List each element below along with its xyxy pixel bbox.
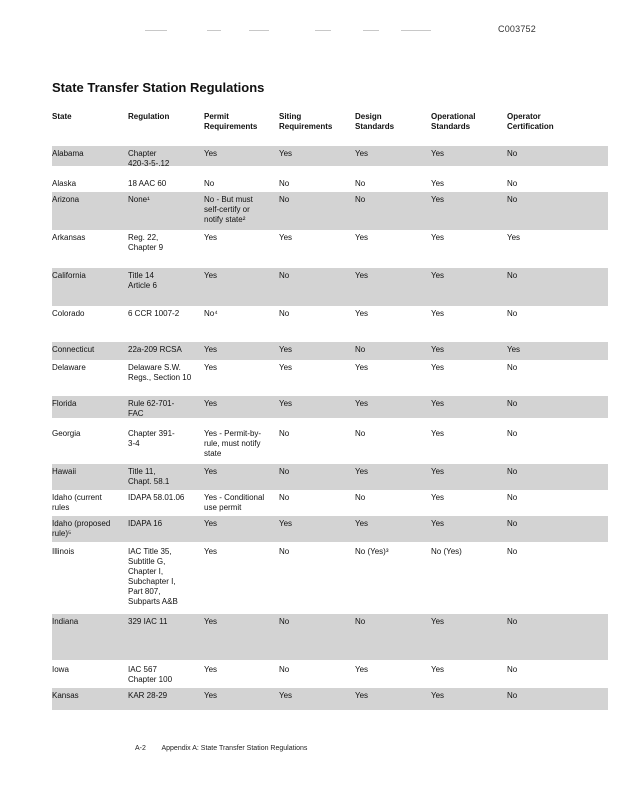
cell-regulation: None¹ bbox=[128, 195, 150, 204]
cell-operator: No bbox=[507, 309, 518, 318]
cell-siting: Yes bbox=[279, 149, 293, 158]
cell-state: Idaho (proposed rule)⁵ bbox=[52, 519, 111, 538]
cell-siting: No bbox=[279, 429, 290, 438]
cell-operational: Yes bbox=[431, 179, 445, 188]
cell-siting: No bbox=[279, 271, 290, 280]
cell-regulation: Rule 62-701- FAC bbox=[128, 399, 175, 418]
cell-design: No bbox=[355, 617, 366, 626]
cell-regulation: Chapter 420-3-5-.12 bbox=[128, 149, 170, 168]
cell-operational: Yes bbox=[431, 691, 445, 700]
table-row bbox=[52, 490, 608, 514]
cell-operational: Yes bbox=[431, 363, 445, 372]
cell-regulation: 22a-209 RCSA bbox=[128, 345, 182, 354]
table-row bbox=[52, 360, 608, 396]
page-footer bbox=[135, 745, 307, 752]
cell-siting: No bbox=[279, 467, 290, 476]
cell-design: Yes bbox=[355, 691, 369, 700]
table-row bbox=[52, 192, 608, 230]
cell-permit: Yes bbox=[204, 363, 218, 372]
cell-operator: No bbox=[507, 179, 518, 188]
cell-permit: Yes bbox=[204, 617, 218, 626]
table-header bbox=[52, 112, 608, 140]
cell-state: Indiana bbox=[52, 617, 79, 626]
cell-permit: Yes bbox=[204, 519, 218, 528]
cell-operational: Yes bbox=[431, 309, 445, 318]
cell-operator: No bbox=[507, 519, 518, 528]
cell-design: Yes bbox=[355, 665, 369, 674]
table-row bbox=[52, 464, 608, 490]
cell-design: No bbox=[355, 345, 366, 354]
cell-regulation: Delaware S.W. Regs., Section 10 bbox=[128, 363, 192, 382]
cell-design: No bbox=[355, 195, 366, 204]
cell-operator: No bbox=[507, 665, 518, 674]
cell-design: Yes bbox=[355, 399, 369, 408]
cell-siting: No bbox=[279, 179, 290, 188]
scan-artifact-marks bbox=[145, 30, 445, 34]
cell-regulation: 18 AAC 60 bbox=[128, 179, 167, 188]
cell-operator: Yes bbox=[507, 233, 521, 242]
table-row bbox=[52, 268, 608, 306]
table-row bbox=[52, 662, 608, 686]
cell-siting: No bbox=[279, 665, 290, 674]
cell-state: Illinois bbox=[52, 547, 75, 556]
footer-text: Appendix A: State Transfer Station Regulations bbox=[161, 745, 308, 752]
cell-state: Georgia bbox=[52, 429, 81, 438]
column-header-siting: Siting Requirements bbox=[279, 112, 333, 131]
cell-operator: No bbox=[507, 429, 518, 438]
cell-operator: Yes bbox=[507, 345, 521, 354]
cell-permit: Yes bbox=[204, 233, 218, 242]
cell-operator: No bbox=[507, 547, 518, 556]
cell-regulation: IAC 567 Chapter 100 bbox=[128, 665, 173, 684]
cell-siting: Yes bbox=[279, 519, 293, 528]
table-row bbox=[52, 688, 608, 710]
cell-operational: Yes bbox=[431, 399, 445, 408]
column-header-operational: Operational Standards bbox=[431, 112, 476, 131]
table-row bbox=[52, 146, 608, 166]
cell-regulation: Reg. 22, Chapter 9 bbox=[128, 233, 164, 252]
cell-operational: Yes bbox=[431, 149, 445, 158]
cell-design: Yes bbox=[355, 519, 369, 528]
table-row bbox=[52, 306, 608, 336]
cell-permit: Yes bbox=[204, 271, 218, 280]
cell-operational: Yes bbox=[431, 271, 445, 280]
page-title: State Transfer Station Regulations bbox=[52, 80, 265, 95]
cell-siting: No bbox=[279, 309, 290, 318]
cell-permit: Yes bbox=[204, 345, 218, 354]
column-header-permit: Permit Requirements bbox=[204, 112, 258, 131]
cell-permit: Yes bbox=[204, 547, 218, 556]
column-header-design: Design Standards bbox=[355, 112, 395, 131]
cell-regulation: IDAPA 58.01.06 bbox=[128, 493, 185, 502]
cell-siting: Yes bbox=[279, 345, 293, 354]
cell-regulation: IDAPA 16 bbox=[128, 519, 163, 528]
cell-state: Idaho (current rules bbox=[52, 493, 102, 512]
cell-permit: No - But must self-certify or notify state² bbox=[204, 195, 253, 224]
cell-regulation: KAR 28-29 bbox=[128, 691, 168, 700]
cell-design: No bbox=[355, 493, 366, 502]
cell-regulation: 6 CCR 1007-2 bbox=[128, 309, 180, 318]
cell-operator: No bbox=[507, 399, 518, 408]
cell-regulation: Chapter 391- 3-4 bbox=[128, 429, 175, 448]
cell-permit: Yes bbox=[204, 665, 218, 674]
cell-state: Florida bbox=[52, 399, 77, 408]
cell-operator: No bbox=[507, 363, 518, 372]
cell-operational: Yes bbox=[431, 665, 445, 674]
cell-operator: No bbox=[507, 195, 518, 204]
cell-design: No bbox=[355, 429, 366, 438]
document-id: C003752 bbox=[498, 24, 536, 34]
cell-state: Arkansas bbox=[52, 233, 86, 242]
page-number: A-2 bbox=[135, 745, 146, 752]
table-row bbox=[52, 614, 608, 660]
cell-state: Delaware bbox=[52, 363, 86, 372]
cell-siting: No bbox=[279, 195, 290, 204]
cell-operational: No (Yes) bbox=[431, 547, 462, 556]
cell-operator: No bbox=[507, 467, 518, 476]
cell-siting: Yes bbox=[279, 399, 293, 408]
cell-design: No bbox=[355, 179, 366, 188]
cell-design: Yes bbox=[355, 233, 369, 242]
cell-regulation: Title 11, Chapt. 58.1 bbox=[128, 467, 170, 486]
cell-permit: Yes - Conditional use permit bbox=[204, 493, 265, 512]
table-row bbox=[52, 230, 608, 266]
cell-state: Arizona bbox=[52, 195, 80, 204]
table-row bbox=[52, 342, 608, 360]
cell-state: Connecticut bbox=[52, 345, 95, 354]
cell-regulation: 329 IAC 11 bbox=[128, 617, 168, 626]
cell-state: Alaska bbox=[52, 179, 77, 188]
table-row bbox=[52, 176, 608, 192]
cell-operator: No bbox=[507, 271, 518, 280]
cell-operational: Yes bbox=[431, 493, 445, 502]
column-header-state: State bbox=[52, 112, 72, 121]
cell-siting: No bbox=[279, 493, 290, 502]
cell-design: No (Yes)³ bbox=[355, 547, 389, 556]
cell-siting: Yes bbox=[279, 691, 293, 700]
cell-regulation: Title 14 Article 6 bbox=[128, 271, 157, 290]
cell-permit: Yes bbox=[204, 399, 218, 408]
cell-operational: Yes bbox=[431, 195, 445, 204]
cell-state: Alabama bbox=[52, 149, 84, 158]
cell-permit: Yes - Permit-by- rule, must notify state bbox=[204, 429, 262, 458]
table-row bbox=[52, 426, 608, 462]
column-header-regulation: Regulation bbox=[128, 112, 170, 121]
table-row bbox=[52, 516, 608, 542]
cell-operational: Yes bbox=[431, 467, 445, 476]
cell-siting: Yes bbox=[279, 363, 293, 372]
cell-operator: No bbox=[507, 691, 518, 700]
table-row bbox=[52, 396, 608, 418]
cell-state: Kansas bbox=[52, 691, 79, 700]
cell-operator: No bbox=[507, 149, 518, 158]
cell-regulation: IAC Title 35, Subtitle G, Chapter I, Subchapter I, Part 807, Subparts A&B bbox=[128, 547, 178, 606]
cell-permit: Yes bbox=[204, 467, 218, 476]
cell-design: Yes bbox=[355, 467, 369, 476]
cell-operational: Yes bbox=[431, 519, 445, 528]
cell-state: Colorado bbox=[52, 309, 85, 318]
cell-design: Yes bbox=[355, 309, 369, 318]
cell-operational: Yes bbox=[431, 429, 445, 438]
cell-permit: Yes bbox=[204, 691, 218, 700]
cell-design: Yes bbox=[355, 363, 369, 372]
cell-design: Yes bbox=[355, 271, 369, 280]
table-row bbox=[52, 544, 608, 614]
column-header-operator: Operator Certification bbox=[507, 112, 554, 131]
cell-operator: No bbox=[507, 493, 518, 502]
cell-siting: No bbox=[279, 547, 290, 556]
cell-operational: Yes bbox=[431, 345, 445, 354]
cell-state: Iowa bbox=[52, 665, 69, 674]
cell-permit: No⁴ bbox=[204, 309, 218, 318]
cell-operator: No bbox=[507, 617, 518, 626]
cell-operational: Yes bbox=[431, 617, 445, 626]
cell-design: Yes bbox=[355, 149, 369, 158]
cell-permit: Yes bbox=[204, 149, 218, 158]
cell-operational: Yes bbox=[431, 233, 445, 242]
cell-siting: No bbox=[279, 617, 290, 626]
cell-state: California bbox=[52, 271, 86, 280]
cell-permit: No bbox=[204, 179, 215, 188]
cell-siting: Yes bbox=[279, 233, 293, 242]
cell-state: Hawaii bbox=[52, 467, 77, 476]
